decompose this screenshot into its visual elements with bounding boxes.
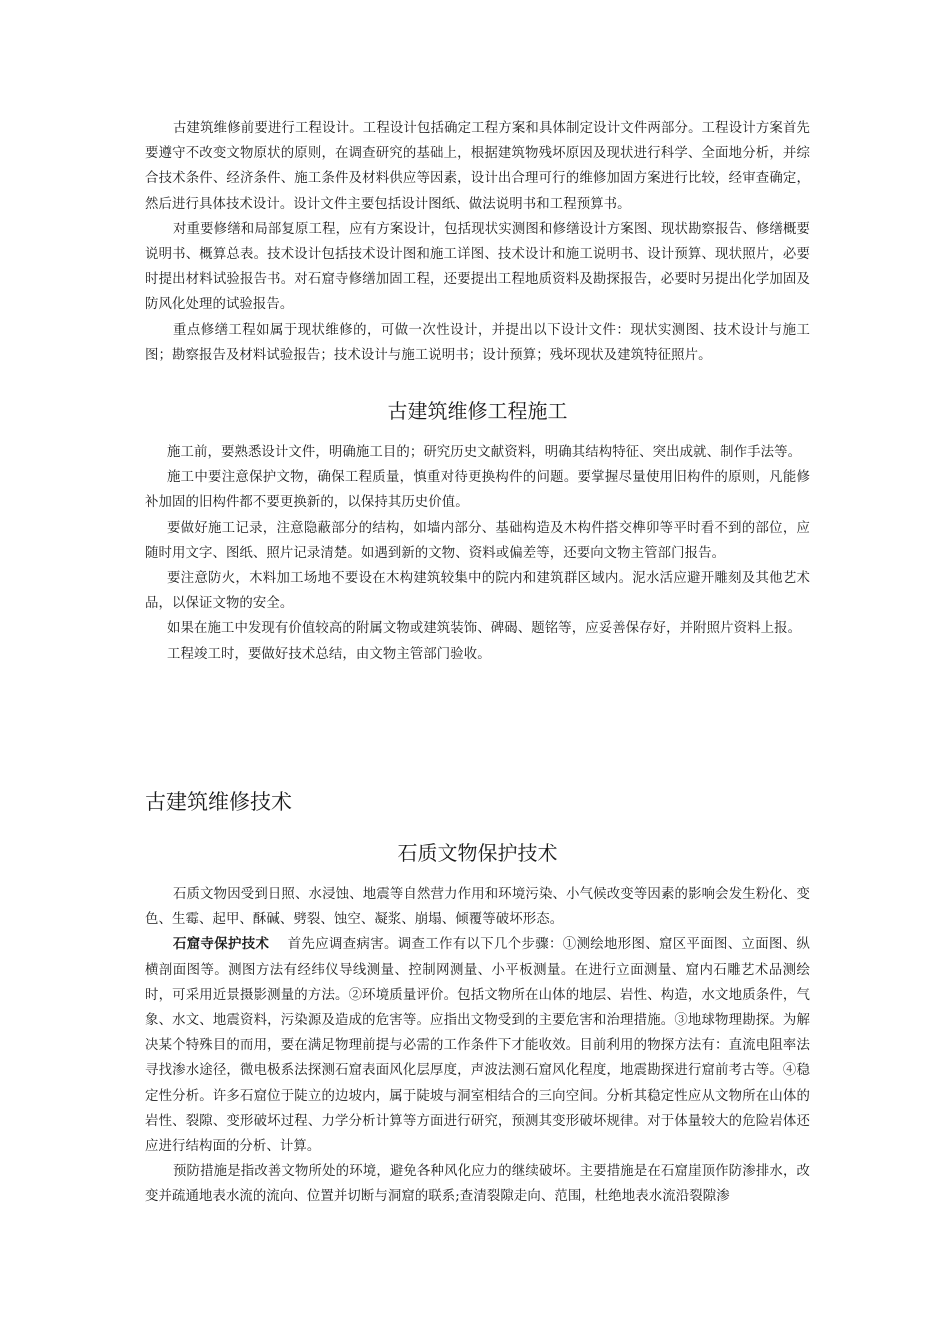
- term-text: 首先应调查病害。调查工作有以下几个步骤：①测绘地形图、窟区平面图、立面图、纵横剖面图等。测图方法有经纬仪导线测量、控制网测量、小平板测量。在进行立面测量、窟内石雕艺术品测绘时，可采用近景摄影测量的方法。②环境质量评价。包括文物所在山体的地层、岩性、构造，水文地质条件，气象、水文、地震资料，污染源及造成的危害等。应指出文物受到的主要危害和治理措施。③地球物理勘探。为解决某个特殊目的而用，要在满足物理前提与必需的工作条件下才能收效。目前利用的物探方法有：直流电阻率法寻找渗水途径，微电极系法探测石窟表面风化层厚度，声波法测石窟风化程度，地震勘探进行窟前考古等。④稳定性分析。许多石窟位于陡立的边坡内，属于陡坡与洞室相结合的三向空间。分析其稳定性应从文物所在山体的岩性、裂隙、变形破坏过程、力学分析计算等方面进行研究，预测其变形破坏规律。对于体量较大的危险岩体还应进行结构面的分析、计算。: [145, 937, 810, 1155]
- section-title-construction: 古建筑维修工程施工: [387, 399, 568, 423]
- paragraph: 预防措施是指改善文物所处的环境，避免各种风化应力的继续破坏。主要措施是在石窟崖顶作防渗排水，改变并疏通地表水流的流向、位置并切断与洞窟的联系;查清裂隙走向、范围，杜绝地表水流沿裂隙渗: [145, 1164, 810, 1205]
- paragraph: 重点修缮工程如属于现状维修的，可做一次性设计，并提出以下设计文件：现状实测图、技术设计与施工图；勘察报告及材料试验报告；技术设计与施工说明书；设计预算；残坏现状及建筑特征照片。: [145, 322, 810, 363]
- paragraph: 要做好施工记录，注意隐蔽部分的结构，如墙内部分、基础构造及木构件搭交榫卯等平时看不到的部位，应随时用文字、图纸、照片记录清楚。如遇到新的文物、资料或偏差等，还要向文物主管部门报告。: [145, 520, 810, 561]
- paragraph: 要注意防火，木料加工场地不要设在木构建筑较集中的院内和建筑群区域内。泥水活应避开雕刻及其他艺术品，以保证文物的安全。: [145, 571, 810, 612]
- paragraph: 对重要修缮和局部复原工程，应有方案设计，包括现状实测图和修缮设计方案图、现状勘察报告、修缮概要说明书、概算总表。技术设计包括技术设计图和施工详图、技术设计和施工说明书、设计预算、现状照片，必要时提出材料试验报告书。对石窟寺修缮加固工程，还要提出工程地质资料及勘探报告，必要时另提出化学加固及防风化处理的试验报告。: [145, 221, 810, 313]
- section-construction-text: [145, 440, 810, 667]
- paragraph: 施工中要注意保护文物，确保工程质量，慎重对待更换构件的问题。要掌握尽量使用旧构件的原则，凡能修补加固的旧构件都不要更换新的，以保持其历史价值。: [145, 470, 810, 511]
- paragraph: [145, 932, 810, 1159]
- chapter-heading: 古建筑维修技术: [145, 790, 292, 814]
- paragraph: 古建筑维修前要进行工程设计。工程设计包括确定工程方案和具体制定设计文件两部分。工程设计方案首先要遵守不改变文物原状的原则，在调查研究的基础上，根据建筑物残坏原因及现状进行科学、全面地分析，并综合技术条件、经济条件、施工条件及材料供应等因素，设计出合理可行的维修加固方案进行比较，经审查确定，然后进行具体技术设计。设计文件主要包括设计图纸、做法说明书和工程预算书。: [145, 121, 810, 212]
- term-label: 石窟寺保护技术: [173, 936, 270, 953]
- section-stone-text: [145, 882, 810, 1210]
- paragraph: 施工前，要熟悉设计文件，明确施工目的；研究历史文献资料，明确其结构特征、突出成就、制作手法等。: [167, 445, 802, 460]
- paragraph: 如果在施工中发现有价值较高的附属文物或建筑装饰、碑碣、题铭等，应妥善保存好，并附照片资料上报。: [167, 621, 802, 637]
- paragraph: 工程竣工时，要做好技术总结，由文物主管部门验收。: [167, 646, 491, 662]
- section-title-stone: 石质文物保护技术: [397, 841, 558, 865]
- section-design-text: [145, 116, 810, 368]
- paragraph: 石质文物因受到日照、水浸蚀、地震等自然营力作用和环境污染、小气候改变等因素的影响会发生粉化、变色、生霉、起甲、酥碱、劈裂、蚀空、凝浆、崩塌、倾覆等破坏形态。: [145, 887, 810, 928]
